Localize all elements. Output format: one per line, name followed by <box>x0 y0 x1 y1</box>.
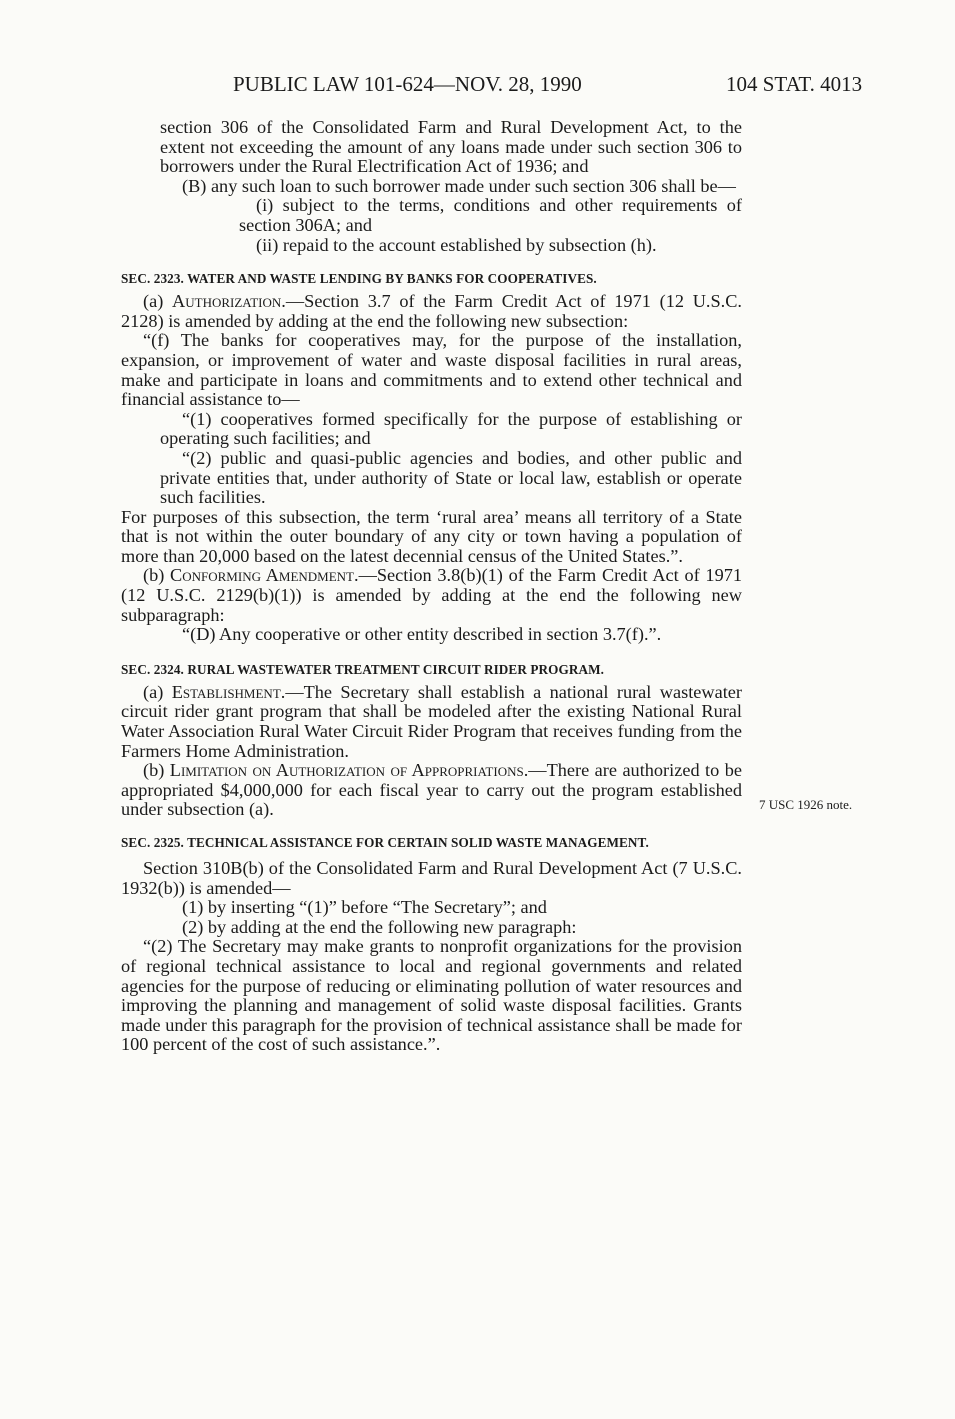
section-2325-heading: SEC. 2325. TECHNICAL ASSISTANCE FOR CERTAIN SOLID WASTE MANAGEMENT. <box>121 835 649 850</box>
subsection-text: .—The Secretary shall establish a national rural wastewater circuit rider grant program that shall be modeled after the existing National Rural Water Association Rural Water Circuit Rider Program that receives funding from the Farmers Home Administration. <box>121 681 742 761</box>
subsection-caption: Limitation on Authorization of Appropriations <box>169 760 524 781</box>
sec2323-subsection-b <box>121 566 742 625</box>
subsection-caption: Establishment <box>171 681 281 702</box>
new-subparagraph-d: “(D) Any cooperative or other entity described in section 3.7(f).”. <box>182 624 662 645</box>
clause-ii: (ii) repaid to the account established by subsection (h). <box>256 234 657 255</box>
margin-citation: 7 USC 1926 note. <box>759 797 853 812</box>
subsection-label: (b) <box>143 565 171 586</box>
main-text-column <box>121 118 742 1055</box>
subsection-text: .—Section 3.7 of the Farm Credit Act of 1971 (12 U.S.C. 2128) is amended by adding at the end the following new subsection: <box>121 291 742 331</box>
sec2325-intro: Section 310B(b) of the Consolidated Farm and Rural Development Act (7 U.S.C. 1932(b)) is amended— <box>121 858 742 898</box>
subsection-text: .—There are authorized to be appropriated $4,000,000 for each fiscal year to carry out the program established under subsection (a). <box>121 760 742 820</box>
sec2325-item-1: (1) by inserting “(1)” before “The Secretary”; and <box>182 897 547 918</box>
new-paragraph-1: “(1) cooperatives formed specifically for the purpose of establishing or operating such facilities; and <box>160 408 742 449</box>
subsection-caption: Conforming Amendment <box>170 565 354 586</box>
section-2324-heading: SEC. 2324. RURAL WASTEWATER TREATMENT CIRCUIT RIDER PROGRAM. <box>121 661 605 677</box>
subsection-label: (b) <box>143 760 170 781</box>
new-paragraph-2: “(2) public and quasi-public agencies and bodies, and other public and private entities that, under authority of State or local law, establish or operate such facilities. <box>160 447 742 508</box>
new-subsection-f: “(f) The banks for cooperatives may, for the purpose of the installation, expansion, or improvement of water and waste disposal facilities in rural areas, make and participate in loans and commitments and to extend other technical and financial assistance to— <box>121 330 742 410</box>
subsection-caption: Authorization <box>172 291 282 312</box>
page-header <box>0 72 955 100</box>
running-title: PUBLIC LAW 101-624—NOV. 28, 1990 <box>233 72 582 96</box>
statute-page-number: 104 STAT. 4013 <box>726 72 863 96</box>
subsection-label: (a) <box>143 291 173 312</box>
sec2325-item-2: (2) by adding at the end the following new paragraph: <box>182 916 577 937</box>
subsection-text: .—Section 3.8(b)(1) of the Farm Credit Act of 1971 (12 U.S.C. 2129(b)(1)) is amended by adding at the end the following new subparagraph: <box>121 565 742 625</box>
section-2323-heading: SEC. 2323. WATER AND WASTE LENDING BY BANKS FOR COOPERATIVES. <box>121 271 597 287</box>
clause-i: (i) subject to the terms, conditions and other requirements of section 306A; and <box>239 195 742 235</box>
clause-b: (B) any such loan to such borrower made under such section 306 shall be— <box>182 175 736 196</box>
subsection-label: (a) <box>143 681 172 702</box>
continuation-paragraph: section 306 of the Consolidated Farm and Rural Development Act, to the extent not exceeding the amount of any loans made under such section 306 to borrowers under the Rural Electrification Act of 1936; and <box>160 117 742 177</box>
sec2324-subsection-b <box>121 761 742 820</box>
sec2325-new-paragraph-2: “(2) The Secretary may make grants to nonprofit organizations for the provision of regional technical assistance to local and regional governments and related agencies for the purpose of reducing or eliminating pollution of water resources and improving the planning and management of solid waste disposal facilities. Grants made under this paragraph for the provision of technical assistance shall be made for 100 percent of the cost of such assistance.”. <box>121 936 742 1055</box>
sec2323-subsection-a <box>121 292 742 331</box>
sec2324-subsection-a <box>121 683 742 761</box>
rural-area-definition: For purposes of this subsection, the term ‘rural area’ means all territory of a State that is not within the outer boundary of any city or town having a population of more than 20,000 based on the latest decennial census of the United States.”. <box>121 506 742 566</box>
